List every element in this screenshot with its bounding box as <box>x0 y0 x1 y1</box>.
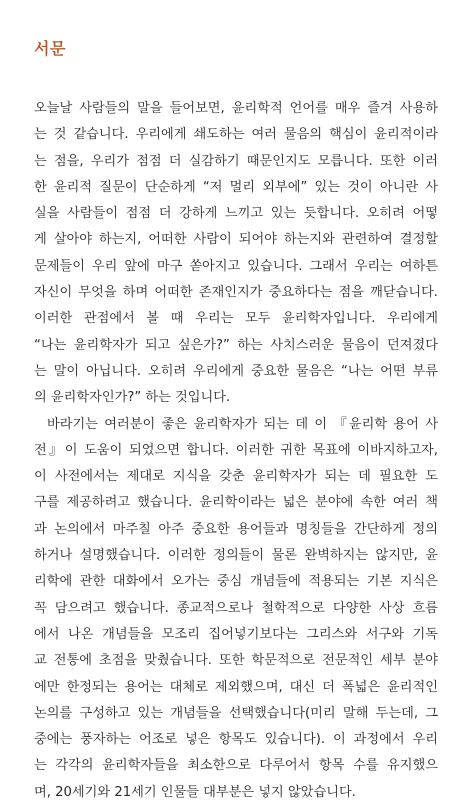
paragraph <box>34 412 438 806</box>
text-line: 문제들이 우리 앞에 마구 쏟아지고 있습니다. 그래서 우리는 여하튼 <box>34 258 438 274</box>
text-line: 한 윤리적 질문이 단순하게 “저 멀리 외부에” 있는 것이 아니란 사 <box>34 179 438 195</box>
text-line: “나는 윤리학자가 되고 싶은가?” 하는 사치스러운 물음이 던져졌다 <box>34 337 438 353</box>
text-line: 하거나 설명했습니다. 이러한 정의들이 물론 완벽하지는 않지만, 윤 <box>34 548 438 564</box>
text-line: 리학에 관한 대화에서 오가는 중심 개념들에 적용되는 기본 지식은 <box>34 574 438 590</box>
text-line: 구를 제공하려고 했습니다. 윤리학이라는 넓은 분야에 속한 여러 책 <box>34 495 438 511</box>
text-line: 교 전통에 초점을 맞췄습니다. 또한 학문적으로 전문적인 세부 분야 <box>34 653 438 669</box>
body-text <box>34 96 438 806</box>
text-line: 꼭 담으려고 했습니다. 종교적으로나 철학적으로 다양한 사상 흐름 <box>34 600 438 616</box>
text-line: 실을 사람들이 점점 더 강하게 느끼고 있는 듯합니다. 오히려 어떻 <box>34 206 438 222</box>
text-line: 오늘날 사람들의 말을 들어보면, 윤리학적 언어를 매우 즐겨 사용하 <box>34 101 438 116</box>
section-heading: 서문 <box>34 39 66 58</box>
text-line: 자신이 무엇을 하며 어떠한 존재인지가 중요하다는 점을 깨닫습니다. <box>34 285 438 301</box>
text-line: 과 논의에서 마주칠 아주 중요한 용어들과 명칭들을 간단하게 정의 <box>34 521 438 537</box>
paragraph <box>34 96 438 412</box>
text-line: 바라기는 여러분이 좋은 윤리학자가 되는 데 이 『윤리학 용어 사 <box>47 416 438 432</box>
text-line: 는 각각의 윤리학자들을 최소한으로 다루어서 항목 수를 유지했으 <box>34 758 438 774</box>
text-line: 는 것 같습니다. 우리에게 쇄도하는 여러 물음의 핵심이 윤리적이라 <box>34 127 438 143</box>
text-line: 의 윤리학자인가?” 하는 것입니다. <box>34 390 231 406</box>
text-line: 이 사전에서는 제대로 지식을 갖춘 윤리학자가 되는 데 필요한 도 <box>34 469 438 485</box>
text-line: 는 점을, 우리가 점점 더 실감하기 때문인지도 모릅니다. 또한 이러 <box>34 153 438 169</box>
text-line: 게 살아야 하는지, 어떠한 사람이 되어야 하는지와 관련하여 결정할 <box>34 232 438 248</box>
text-line: 이러한 관점에서 볼 때 우리는 모두 윤리학자입니다. 우리에게 <box>34 311 438 327</box>
text-line: 는 말이 아닙니다. 오히려 우리에게 중요한 물음은 “나는 어떤 부류 <box>34 363 438 379</box>
text-line: 논의를 구성하고 있는 개념들을 선택했습니다(미리 말해 두는데, 그 <box>34 705 438 721</box>
text-line: 전』이 도움이 되었으면 합니다. 이러한 귀한 목표에 이바지하고자, <box>34 442 438 458</box>
text-line: 며, 20세기와 21세기 인물들 대부분은 넣지 않았습니다. <box>34 784 356 800</box>
text-line: 에서 나온 개념들을 모조리 집어넣기보다는 그리스와 서구와 기독 <box>34 626 438 642</box>
text-line: 중에는 풍자하는 어조로 넣은 항목도 있습니다). 이 과정에서 우리 <box>34 732 438 748</box>
text-line: 에만 한정되는 용어는 대체로 제외했으며, 대신 더 폭넓은 윤리적인 <box>34 679 438 695</box>
